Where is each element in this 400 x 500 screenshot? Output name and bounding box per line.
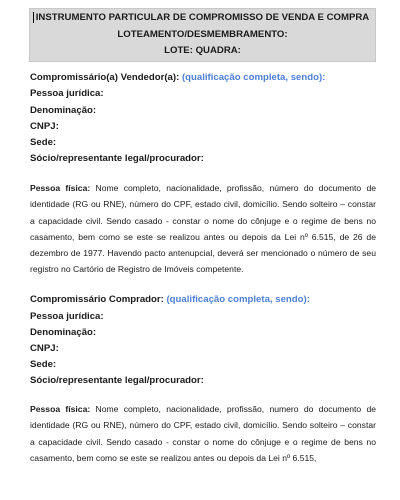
- buyer-sede: Sede:: [30, 359, 57, 370]
- buyer-socio: Sócio/representante legal/procurador:: [30, 375, 204, 386]
- buyer-heading: Compromissário Comprador:: [30, 294, 164, 305]
- seller-pessoa-fisica-paragraph: [30, 180, 376, 278]
- seller-heading: Compromissário(a) Vendedor(a):: [30, 72, 180, 83]
- seller-denominacao: Denominação:: [30, 105, 97, 116]
- subdivision-line: LOTEAMENTO/DESMEMBRAMENTO:: [117, 29, 288, 40]
- buyer-denominacao: Denominação:: [30, 327, 97, 338]
- seller-pessoa-juridica: Pessoa jurídica:: [30, 88, 104, 99]
- seller-qualifier: (qualificação completa, sendo):: [181, 72, 326, 83]
- buyer-cnpj: CNPJ:: [30, 343, 59, 354]
- seller-sede: Sede:: [30, 137, 57, 148]
- seller-pessoa-fisica-label: Pessoa física:: [30, 183, 91, 193]
- buyer-pessoa-juridica: Pessoa jurídica:: [30, 311, 104, 322]
- seller-heading-line: [30, 72, 376, 84]
- seller-socio: Sócio/representante legal/procurador:: [30, 153, 204, 164]
- buyer-pessoa-fisica-text: Nome completo, nacionalidade, profissão, numero do documento de identidade (RG ou RNE), número do CPF, estado civil, domicílio. Sendo solteiro – constar a capacidade civil. Sendo casado - constar o nome do cônjuge e o regime de bens no casamento, bem como se este se realizou antes ou depois da Lei nº 6.515,: [30, 404, 377, 463]
- lot-block-line: LOTE: QUADRA:: [164, 45, 241, 56]
- document-title-box: [29, 8, 376, 62]
- seller-pessoa-fisica-text: Nome completo, nacionalidade, profissão, número do documento de identidade (RG ou RNE), número do CPF, estado civil, domicílio. Sendo solteiro – constar a capacidade civil. Sendo casado - constar o nome do cônjuge e o regime de bens no casamento, bem como se este se realizou antes ou depois da Lei nº 6.515, de 26 de dezembro de 1977. Havendo pacto antenupcial, deverá ser mencionado o número de seu registro no Cartório de Registro de Imóveis competente.: [30, 183, 377, 275]
- buyer-qualifier: (qualificação completa, sendo):: [166, 294, 310, 305]
- document-title: INSTRUMENTO PARTICULAR DE COMPROMISSO DE VENDA E COMPRA: [35, 12, 370, 23]
- buyer-pessoa-fisica-paragraph: [30, 401, 376, 466]
- buyer-pessoa-fisica-label: Pessoa física:: [30, 404, 91, 414]
- buyer-heading-line: [30, 294, 376, 306]
- seller-cnpj: CNPJ:: [30, 121, 59, 132]
